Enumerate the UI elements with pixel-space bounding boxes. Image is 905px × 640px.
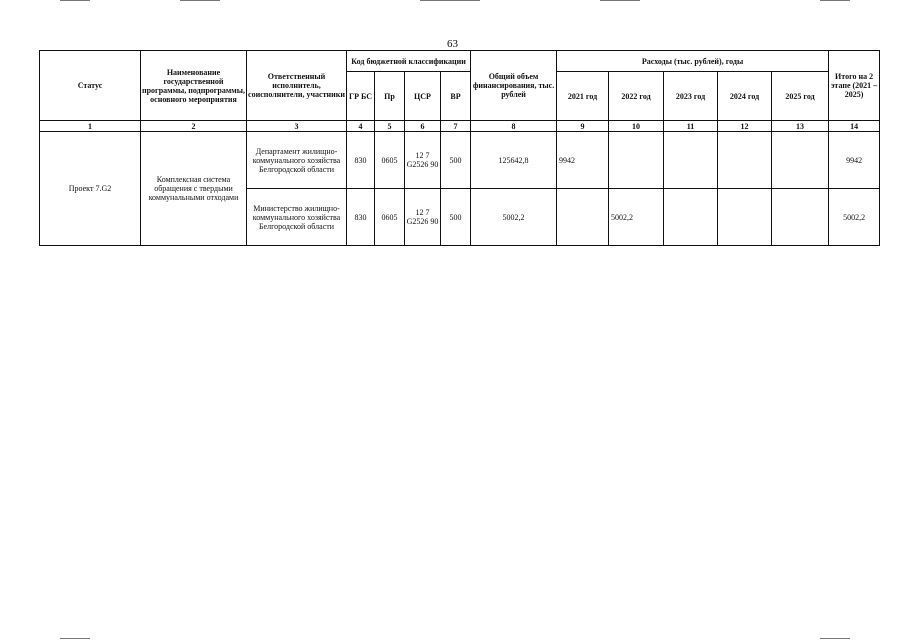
stage-total-cell: 5002,2 xyxy=(829,189,880,246)
column-number: 10 xyxy=(609,121,664,132)
col-header-vr: ВР xyxy=(441,72,471,121)
col-header-expenses: Расходы (тыс. рублей), годы xyxy=(557,51,829,72)
responsible-cell: Министерство жилищно-коммунального хозяйства Белгородской области xyxy=(247,189,347,246)
project-status-cell: Проект 7.G2 xyxy=(40,132,141,246)
table-row xyxy=(40,132,880,189)
year-2023-cell xyxy=(664,132,718,189)
scan-line-top-1 xyxy=(180,0,220,1)
scan-line-top-left xyxy=(60,0,90,1)
year-2022-cell xyxy=(609,132,664,189)
vr-cell: 500 xyxy=(441,132,471,189)
grbs-cell: 830 xyxy=(347,132,375,189)
col-header-year-2021: 2021 год xyxy=(557,72,609,121)
header-row-1 xyxy=(40,51,880,72)
scan-line-top-2 xyxy=(420,0,480,1)
project-name-cell: Комплексная система обращения с твердыми коммунальными отходами xyxy=(141,132,247,246)
col-header-total-funding: Общий объем финансирования, тыс. рублей xyxy=(471,51,557,121)
year-2024-cell xyxy=(718,132,772,189)
column-number: 8 xyxy=(471,121,557,132)
year-2025-cell xyxy=(772,189,829,246)
column-number: 5 xyxy=(375,121,405,132)
total-funding-cell: 5002,2 xyxy=(471,189,557,246)
responsible-cell: Департамент жилищно-коммунального хозяйства Белгородской области xyxy=(247,132,347,189)
year-2024-cell xyxy=(718,189,772,246)
budget-table xyxy=(39,50,880,246)
column-number: 14 xyxy=(829,121,880,132)
year-2025-cell xyxy=(772,132,829,189)
column-number: 3 xyxy=(247,121,347,132)
scan-line-top-3 xyxy=(600,0,640,1)
column-number: 7 xyxy=(441,121,471,132)
page-number: 63 xyxy=(447,38,458,50)
csr-cell: 12 7 G2526 90 xyxy=(405,132,441,189)
pr-cell: 0605 xyxy=(375,132,405,189)
column-number-row xyxy=(40,121,880,132)
grbs-cell: 830 xyxy=(347,189,375,246)
col-header-grbs: ГР БС xyxy=(347,72,375,121)
column-number: 11 xyxy=(664,121,718,132)
total-funding-cell: 125642,8 xyxy=(471,132,557,189)
column-number: 9 xyxy=(557,121,609,132)
column-number: 6 xyxy=(405,121,441,132)
scan-line-bottom-left xyxy=(60,638,90,639)
col-header-budget-code: Код бюджетной классификации xyxy=(347,51,471,72)
year-2023-cell xyxy=(664,189,718,246)
column-number: 12 xyxy=(718,121,772,132)
col-header-year-2024: 2024 год xyxy=(718,72,772,121)
year-2022-cell: 5002,2 xyxy=(609,189,664,246)
col-header-year-2025: 2025 год xyxy=(772,72,829,121)
column-number: 13 xyxy=(772,121,829,132)
column-number: 1 xyxy=(40,121,141,132)
column-number: 2 xyxy=(141,121,247,132)
col-header-responsible: Ответственный исполнитель, соисполнители, участники xyxy=(247,51,347,121)
scan-line-bottom-right xyxy=(820,638,850,639)
col-header-year-2023: 2023 год xyxy=(664,72,718,121)
col-header-program-name: Наименование государственной программы, подпрограммы, основного мероприятия xyxy=(141,51,247,121)
column-number: 4 xyxy=(347,121,375,132)
stage-total-cell: 9942 xyxy=(829,132,880,189)
col-header-pr: Пр xyxy=(375,72,405,121)
col-header-year-2022: 2022 год xyxy=(609,72,664,121)
pr-cell: 0605 xyxy=(375,189,405,246)
year-2021-cell xyxy=(557,189,609,246)
vr-cell: 500 xyxy=(441,189,471,246)
col-header-status: Статус xyxy=(40,51,141,121)
scan-line-top-right xyxy=(820,0,850,1)
col-header-stage-total: Итого на 2 этапе (2021 – 2025) xyxy=(829,51,880,121)
csr-cell: 12 7 G2526 90 xyxy=(405,189,441,246)
year-2021-cell: 9942 xyxy=(557,132,609,189)
col-header-csr: ЦСР xyxy=(405,72,441,121)
